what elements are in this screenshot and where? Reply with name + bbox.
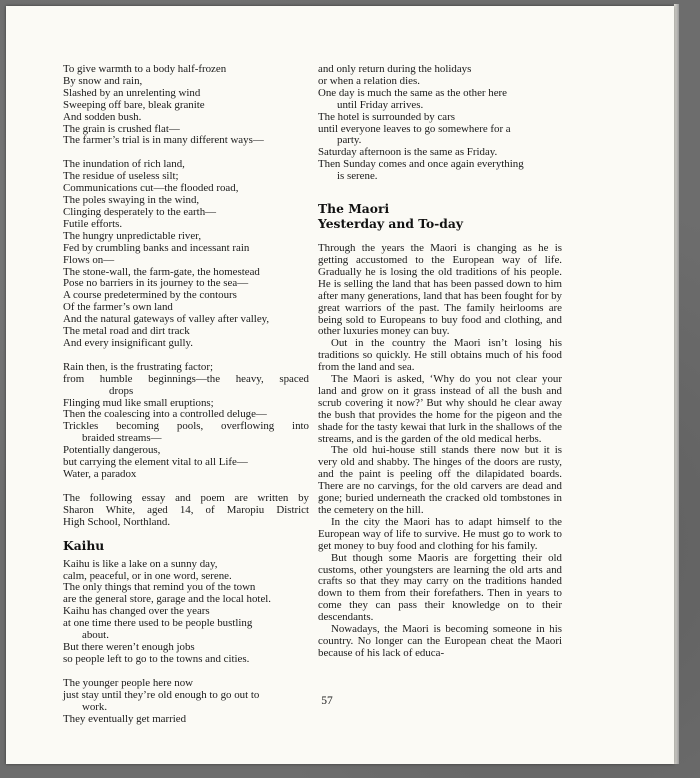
maori-subtitle-line: Yesterday and To-day (318, 216, 463, 232)
poem-line: The stone-wall, the farm-gate, the homestead (63, 265, 260, 278)
poem-line: and only return during the holidays (318, 63, 472, 75)
poem-line: The farmer’s trial is in many different ways— (63, 134, 264, 147)
poem-line: The younger people here now (63, 676, 194, 689)
poem-line: but carrying the element vital to all Life— (63, 456, 248, 469)
kaihu-poem (63, 559, 309, 726)
intro-line: Sharon White, aged 14, of Maropiu District (63, 503, 309, 516)
poem-line: Rain then, is the frustrating factor; (63, 360, 214, 373)
poem-line: Then Sunday comes and once again everything (318, 158, 524, 171)
poem-line: Kaihu is like a lake on a sunny day, (63, 557, 218, 570)
poem-line: Of the farmer’s own land (63, 301, 173, 314)
poem-line: at one time there used to be people bustling (63, 617, 253, 630)
author-intro (63, 493, 309, 529)
maori-essay-body (318, 243, 562, 660)
poem-line: The residue of useless silt; (63, 170, 179, 183)
essay-paragraph: The Maori is asked, ‘Why do you not clear your land and grow on it grass instead of all the bush and scrub covering it now?’ But why should he clear away the bush that provides the home for the pigeon and the shade for the tasty kewai that lurk in the shallows of the streams, and is the garden of the old medical herbs. (318, 373, 562, 445)
poem-line: just stay until they’re old enough to go out to (63, 688, 260, 701)
poem-line: calm, peaceful, or in one word, serene. (63, 569, 232, 582)
poem-line: party. (337, 134, 362, 147)
poem-line: braided streams— (82, 432, 162, 445)
poem-line: And sodden bush. (63, 110, 142, 123)
poem-line: about. (82, 629, 109, 642)
poem-line: are the general store, garage and the local hotel. (63, 593, 272, 606)
poem-line: Sweeping off bare, bleak granite (63, 98, 205, 111)
kaihu-heading: Kaihu (63, 537, 105, 553)
poem-line: And every insignificant gully. (63, 336, 193, 349)
poem-line: Potentially dangerous, (63, 444, 161, 457)
essay-paragraph: Nowadays, the Maori is becoming someone in his country. No longer can the European cheat the Maori because of his lack of educa- (318, 623, 562, 659)
essay-paragraph: The old hui-house still stands there now but it is very old and shabby. The hinges of the doors are rusty, and the paint is peeling off the dilapidated boards. There are no carvings, for the old carvers are dead and gone; buried underneath the cracked old tombstones in the cemetery on the hill. (318, 444, 562, 516)
poem-line: A course predetermined by the contours (63, 289, 237, 302)
poem-line: Slashed by an unrelenting wind (63, 86, 201, 99)
poem-flood-stanza (63, 159, 309, 350)
right-column (318, 64, 562, 660)
poem-line: Flinging mud like small eruptions; (63, 396, 214, 409)
essay-paragraph: Out in the country the Maori isn’t losing his traditions so quickly. He still obtains much of his food from the land and sea. (318, 337, 562, 374)
poem-line: But there weren’t enough jobs (63, 640, 195, 653)
poem-line: Saturday afternoon is the same as Friday. (318, 146, 498, 159)
poem-line: Futile efforts. (63, 217, 123, 230)
poem-line: or when a relation dies. (318, 74, 420, 87)
essay-paragraph: But though some Maoris are forgetting their old customs, other youngsters are learning the old arts and crafts so that they may carry on the traditions handed down to them from their forefathers. Then in years to come they can pass their knowledge on to their descendants. (318, 551, 562, 624)
poem-line: Flows on— (63, 253, 115, 266)
poem-line: Fed by crumbling banks and incessant rain (63, 241, 250, 254)
poem-line: Trickles becoming pools, overflowing into (63, 420, 309, 433)
poem-line: until everyone leaves to go somewhere for a (318, 122, 511, 135)
poem-line: They eventually get married (63, 712, 187, 725)
poem-line: The only things that remind you of the town (63, 581, 256, 594)
poem-line: is serene. (337, 170, 378, 183)
poem-line: To give warmth to a body half-frozen (63, 63, 227, 75)
book-page (6, 6, 674, 764)
poem-line: The metal road and dirt track (63, 325, 190, 338)
poem-line: Water, a paradox (63, 468, 137, 480)
poem-line: The inundation of rich land, (63, 158, 185, 171)
kaihu-poem-continued (318, 64, 562, 183)
poem-line: work. (82, 700, 108, 713)
poem-line: The poles swaying in the wind, (63, 194, 200, 207)
poem-line: Clinging desperately to the earth— (63, 205, 217, 218)
poem-line: drops (109, 384, 134, 397)
page-edge (674, 4, 679, 764)
essay-paragraph: In the city the Maori has to adapt himself to the European way of life to survive. He must go to work to get money to buy food and clothing for his family. (318, 515, 562, 552)
poem-line: The hungry unpredictable river, (63, 229, 202, 242)
poem-line: Pose no barriers in its journey to the sea— (63, 277, 249, 290)
poem-line: until Friday arrives. (337, 98, 424, 111)
poem-line: The hotel is surrounded by cars (318, 110, 456, 123)
poem-line: The grain is crushed flat— (63, 122, 180, 135)
maori-title-line: The Maori (318, 201, 390, 217)
poem-line: so people left to go to the towns and cities. (63, 652, 250, 665)
poem-line: And the natural gateways of valley after valley, (63, 313, 270, 326)
poem-line: Communications cut—the flooded road, (63, 182, 239, 195)
intro-line: The following essay and poem are written by (63, 491, 309, 504)
intro-line: High School, Northland. (63, 515, 171, 528)
maori-essay-title (318, 201, 562, 231)
poem-line: Kaihu has changed over the years (63, 605, 210, 618)
essay-paragraph: Through the years the Maori is changing as he is getting accustomed to the European way of life. Gradually he is losing the old traditions of his people. He is selling the land that has been passed down to him after many generations, land that has been fought for by great warriors of the past. The family heirlooms are being sold to Europeans to buy food and clothing, and other luxuries money can buy. (318, 242, 562, 338)
poem-rain-stanza (63, 362, 309, 481)
poem-line: Then the coalescing into a controlled deluge— (63, 408, 267, 421)
poem-line: One day is much the same as the other here (318, 86, 508, 99)
page-number: 57 (321, 695, 333, 707)
poem-line: By snow and rain, (63, 74, 143, 87)
poem-winter-stanza (63, 64, 309, 147)
poem-line: from humble beginnings—the heavy, spaced (63, 372, 309, 385)
left-column (63, 64, 309, 725)
